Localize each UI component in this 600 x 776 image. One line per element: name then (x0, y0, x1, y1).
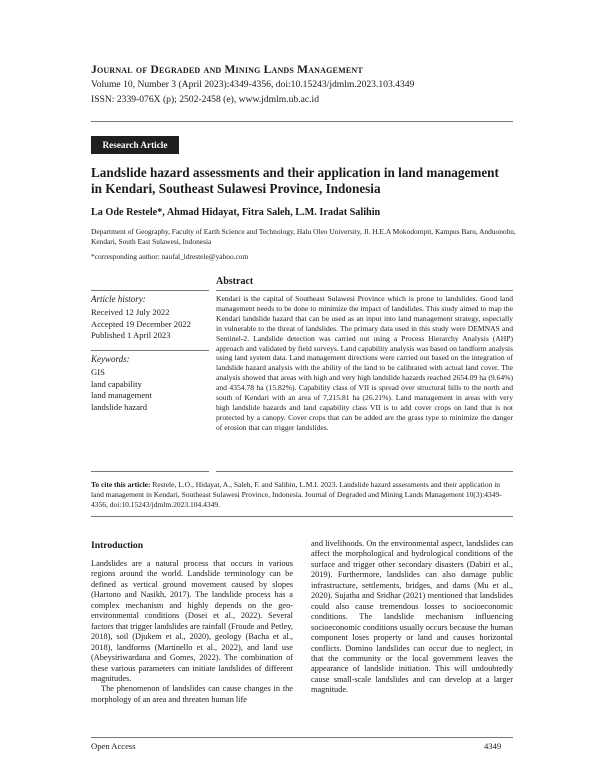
page-number: 4349 (484, 741, 502, 751)
citation-text: Restele, L.O., Hidayat, A., Saleh, F. and Salihin, L.M.I. 2023. Landslide hazard assessments and their application in land management in Kendari, Southeast Sulawesi Province, Indonesia. Journal of Degraded and Mining Lands Management 10(3):4349-4356, doi:10.15243/jdmlm.2023.104.4349. (91, 480, 502, 509)
footer-divider (91, 737, 513, 738)
keyword-item: GIS (91, 366, 105, 377)
journal-header (91, 64, 521, 106)
article-history (91, 294, 209, 342)
keyword-item: land capability (91, 378, 142, 389)
header-divider (91, 121, 513, 122)
sidebar-divider-bottom (91, 471, 209, 472)
abstract-divider-top (216, 290, 513, 291)
open-access-label: Open Access (91, 741, 136, 751)
paragraph: and livelihoods. On the environmental aspect, landslides can affect the morphological and hydrological conditions of the surface and trigger other secondary disasters (Dabiri et al., 2019). Furthermore, landslides can also damage public infrastructure, settlements, bridges, and dams (Mu et al., 2020). Sujatha and Sridhar (2021) mentioned that landslides could also cause tremendous losses to socioeconomic conditions. The landslide mechanism influencing socioeconomic conditions usually occurs because the human component loses property or land and causes horizontal conflicts. Domino landslides can occur due to neglect, in that the community or the local government leaves the appearance of landslide initiation. This will undoubtedly cause small-scale landslides and can develop at a larger magnitude. (311, 539, 513, 695)
body-column-right (311, 539, 513, 696)
journal-name: Journal of Degraded and Mining Lands Management (91, 64, 363, 76)
citation-block (91, 480, 513, 510)
keyword-item: landslide hazard (91, 402, 148, 413)
sidebar-divider-mid (91, 350, 209, 351)
citation-divider (91, 516, 513, 517)
citation-label: To cite this article: (91, 480, 151, 489)
body-column-left (91, 559, 293, 705)
keyword-item: land management (91, 390, 152, 401)
published-date: Published 1 April 2023 (91, 330, 171, 341)
article-history-heading: Article history: (91, 294, 146, 304)
article-title: Landslide hazard assessments and their application in land management in Kendari, Southeast Sulawesi Province, Indonesia (91, 165, 499, 196)
paragraph: Landslides are a natural process that occurs in various regions around the world. Landslide terminology can be defined as vertical ground movement caused by slopes (Hartono and Nasikh, 2017). The landslide process has a complex mechanism and highly depends on the geo-environmental conditions (Dosei et al., 2022). Several factors that trigger landslides are rainfall (Froude and Petley, 2018), soil (Djukem et al., 2020), geology (Bacha et al., 2018), landforms (Martinello et al., 2022), and land use (Abeysiriwardana and Gomes, 2022). The combination of these various parameters can initiate landslides of different magnitudes. (91, 559, 293, 683)
author-list: La Ode Restele*, Ahmad Hidayat, Fitra Saleh, L.M. Iradat Salihin (91, 207, 381, 218)
abstract-heading: Abstract (216, 276, 254, 287)
abstract-divider-bottom (216, 471, 513, 472)
article-type-badge: Research Article (91, 136, 179, 154)
keywords-heading: Keywords: (91, 354, 130, 364)
issn-line: ISSN: 2339-076X (p); 2502-2458 (e), www.jdmlm.ub.ac.id (91, 94, 320, 105)
accepted-date: Accepted 19 December 2022 (91, 318, 191, 329)
corresponding-author: *corresponding author: naufal_ldrestele@yahoo.com (91, 252, 249, 261)
paragraph: The phenomenon of landslides can cause changes in the morphology of an area and threaten human life (91, 684, 293, 704)
volume-line: Volume 10, Number 3 (April 2023):4349-4356, doi:10.15243/jdmlm.2023.103.4349 (91, 79, 415, 90)
keywords-block (91, 354, 209, 414)
abstract-text: Kendari is the capital of Southeast Sulawesi Province which is prone to landslides. Good land management needs to be done to minimize the impact of landslides. This study aimed to map the Kendari landslide hazard that can be used as an input into land management strategy, especially in vulnerable to the threat of landslides. The primary data used in this study were DEMNAS and Sentinel-2. Landslide detection was carried out using a Process Hierarchy Analysis (AHP) approach and validated by field surveys. Land capability analysis was based on landform analysis using land system data. Land management directions were carried out based on the integration of landslide hazard analysis with the ability of the land to be calibrated with actual land cover. The analysis showed that areas with high and very high landslide hazards reached 2654.09 ha (9.64%) and 4354.78 ha (15.82%). Capability class of VII is spread over structural hills to the north and south of Kendari with an area of 7,215.81 ha (26.21%). Land management in areas with very high landslide hazards and land capability class VII is to add cover crops on land that is not protected by a canopy. Cover crops that can be added are the grass type to minimize the danger of erosion that can trigger landslides. (216, 294, 513, 432)
affiliation: Department of Geography, Faculty of Earth Science and Technology, Halu Oleo University, Jl. H.E.A Mokodompit, Kampus Baru, Anduonohu, Kendari, South East Sulawesi, Indonesia (91, 227, 516, 246)
received-date: Received 12 July 2022 (91, 306, 170, 317)
introduction-heading: Introduction (91, 540, 144, 551)
sidebar-divider-top (91, 290, 209, 291)
